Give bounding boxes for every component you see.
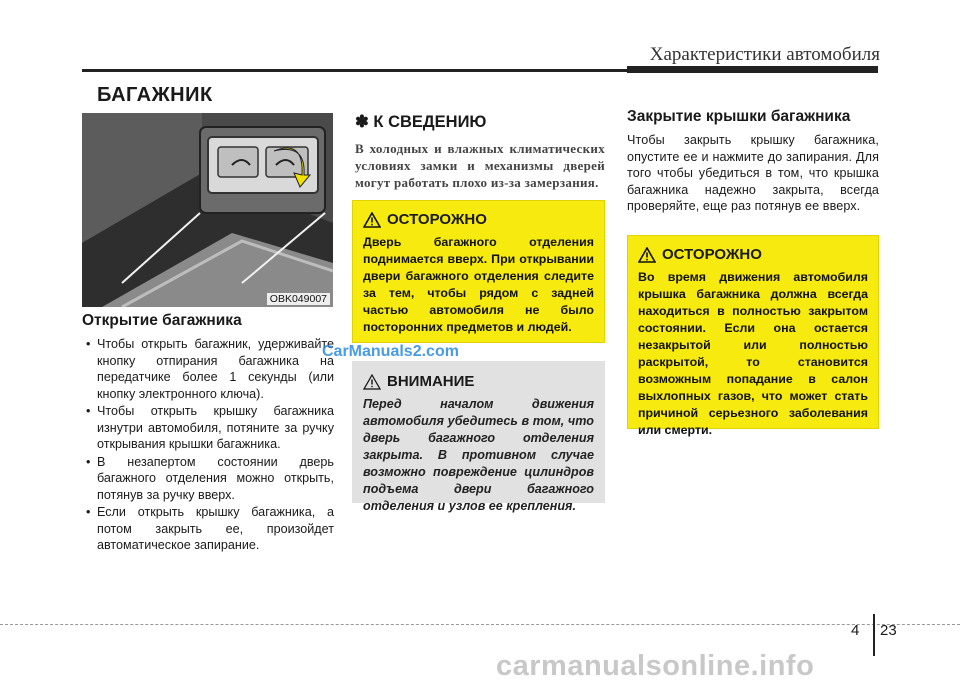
list-item: • Чтобы открыть багажник, удерживайте кнопку отпирания багажника на передатчике более 1 секунды (или кнопку электронного ключа). xyxy=(82,336,334,402)
warning-title: ОСТОРОЖНО xyxy=(387,211,487,228)
warning-body: Во время движения автомобиля крышка багажника должна всегда находиться в полностью закрытом состоянии. Если она остается незакрытой или полностью раскрытой, то становится возможным попадание в салон выхлопных газов, что может стать причиной серьезного заболевания или смерти. xyxy=(638,270,868,437)
list-item: • Если открыть крышку багажника, а потом закрыть ее, произойдет автоматическое запирание. xyxy=(82,504,334,554)
warning-triangle-icon xyxy=(638,247,656,263)
closing-section xyxy=(627,108,879,215)
closing-title: Закрытие крышки багажника xyxy=(627,108,851,125)
header-title: Характеристики автомобиля xyxy=(649,44,880,65)
opening-list xyxy=(82,336,334,554)
watermark-carmanuals2: CarManuals2.com xyxy=(322,343,459,360)
caution-title: ВНИМАНИЕ xyxy=(387,373,475,390)
list-item: • Чтобы открыть крышку багажника изнутри автомобиля, потяните за ручку открывания крышки багажника. xyxy=(82,403,334,453)
caution-box xyxy=(352,361,605,513)
trunk-release-photo xyxy=(82,113,333,307)
watermark-carmanualsonline: carmanualsonline.info xyxy=(496,650,815,682)
warning-triangle-icon xyxy=(363,212,381,228)
opening-title: Открытие багажника xyxy=(82,312,242,329)
warning-body: Дверь багажного отделения поднимается вверх. При открывании двери багажного отделения следите за тем, чтобы рядом с задней частью автомобиля не было посторонних предметов и людей. xyxy=(363,235,594,334)
footer-divider xyxy=(0,624,960,625)
note-heading: ✽ К СВЕДЕНИЮ xyxy=(355,113,487,131)
warning-title: ОСТОРОЖНО xyxy=(662,246,762,263)
opening-section xyxy=(82,312,334,555)
page-number-divider xyxy=(873,614,875,656)
list-item: • В незапертом состоянии дверь багажного отделения можно открыть, потянув за ручку вверх. xyxy=(82,454,334,504)
photo-illustration xyxy=(82,113,333,307)
figure-code: OBK049007 xyxy=(267,293,330,305)
section-heading: БАГАЖНИК xyxy=(97,84,213,106)
caution-body: Перед началом движения автомобиля убедитесь в том, что дверь багажного отделения закрыта. В противном случае возможно повреждение цилиндров подъема двери багажного отделения и узлов ее крепления. xyxy=(363,397,594,513)
header-rule-accent xyxy=(627,66,878,73)
note-body: В холодных и влажных климатических условиях замки и механизмы дверей могут работать плохо из-за замерзания. xyxy=(355,141,605,190)
note-section xyxy=(355,112,605,191)
warning-box-driving xyxy=(627,235,879,437)
page-number: 23 xyxy=(880,622,897,639)
chapter-number: 4 xyxy=(851,622,860,639)
closing-body: Чтобы закрыть крышку багажника, опустите ее и нажмите до запирания. Для того чтобы убедиться в том, что крышка багажника надежно закрыта, всегда проверяйте, еще раз потянув ее вверх. xyxy=(627,133,879,213)
warning-box-trunk-door xyxy=(352,200,605,343)
caution-triangle-icon xyxy=(363,374,381,390)
